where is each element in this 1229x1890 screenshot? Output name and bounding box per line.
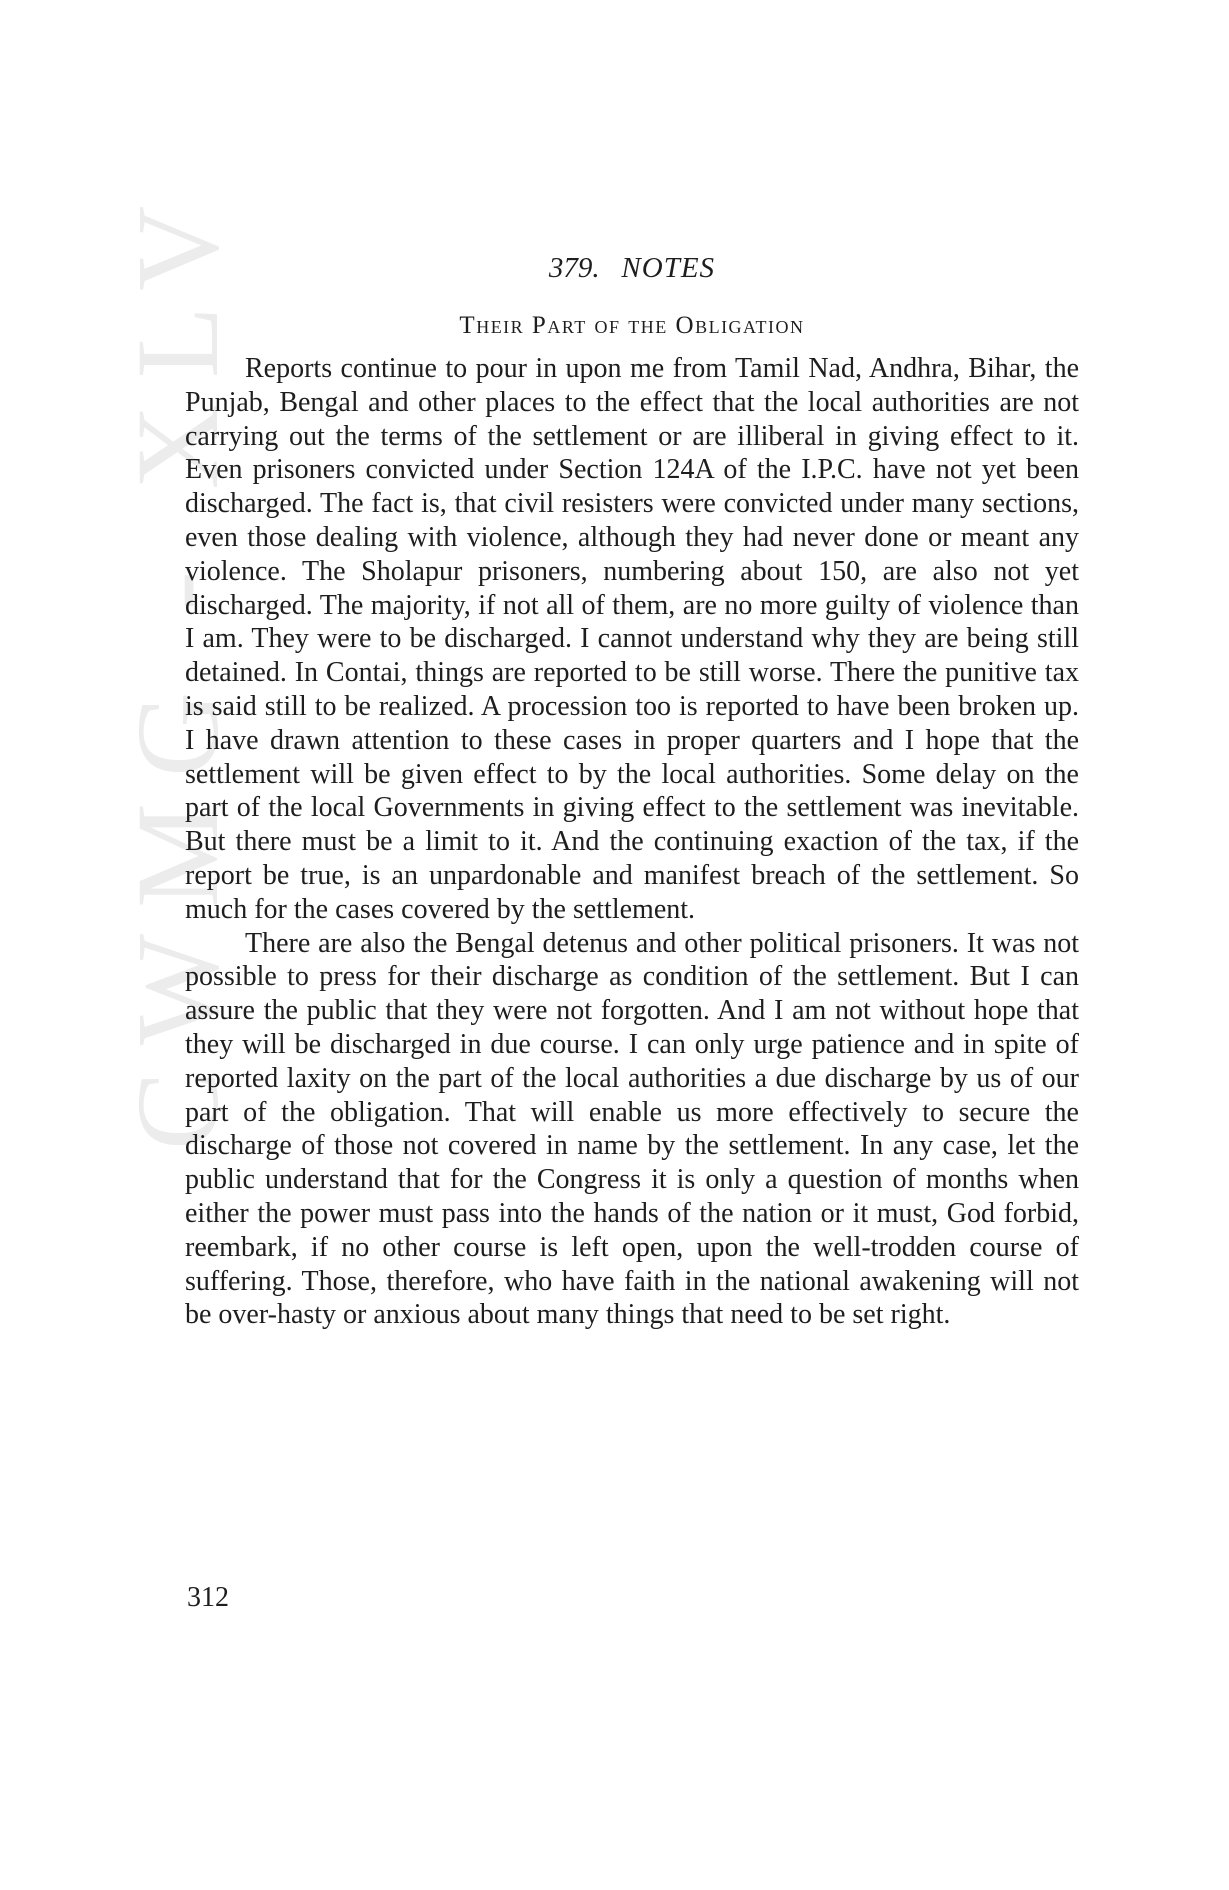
watermark: CWMG - XLV — [112, 179, 243, 1150]
article-body — [185, 352, 1079, 1332]
article-title: NOTES — [621, 252, 716, 284]
page-number: 312 — [187, 1582, 229, 1613]
paragraph-2: There are also the Bengal detenus and other political prisoners. It was not possible to press for their discharge as condition of the settlement. But I can assure the public that they were not forgotten. And I am not without hope that they will be discharged in due course. I can only urge patience and in spite of reported laxity on the part of the local authorities a due discharge by us of our part of the obligation. That will enable us more effectively to secure the discharge of those not covered in name by the settlement. In any case, let the public understand that for the Congress it is only a question of months when either the power must pass into the hands of the nation or it must, God forbid, reembark, if no other course is left open, upon the well-trodden course of suffering. Those, therefore, who have faith in the national awakening will not be over-hasty or anxious about many things that need to be set right. — [185, 927, 1079, 1331]
article-heading — [185, 252, 1079, 285]
paragraph-1: Reports continue to pour in upon me from Tamil Nad, Andhra, Bihar, the Punjab, Bengal and other places to the effect that the local authorities are not carrying out the terms of the settlement or are illiberal in giving effect to it. Even prisoners convicted under Section 124A of the I.P.C. have not yet been discharged. The fact is, that civil resisters were convicted under many sections, even those dealing with violence, although they had never done or meant any violence. The Sholapur prisoners, numbering about 150, are also not yet discharged. The majority, if not all of them, are no more guilty of violence than I am. They were to be discharged. I cannot understand why they are being still detained. In Contai, things are reported to be still worse. There the punitive tax is said still to be realized. A procession too is reported to have been broken up. I have drawn attention to these cases in proper quarters and I hope that the settlement will be given effect to by the local authorities. Some delay on the part of the local Governments in giving effect to the settlement was inevitable. But there must be a limit to it. And the continuing exaction of the tax, if the report be true, is an unpardonable and manifest breach of the settlement. So much for the cases covered by the settlement. — [185, 353, 1079, 925]
article-subtitle: Their Part of the Obligation — [459, 312, 805, 339]
article-number: 379. — [548, 252, 600, 284]
